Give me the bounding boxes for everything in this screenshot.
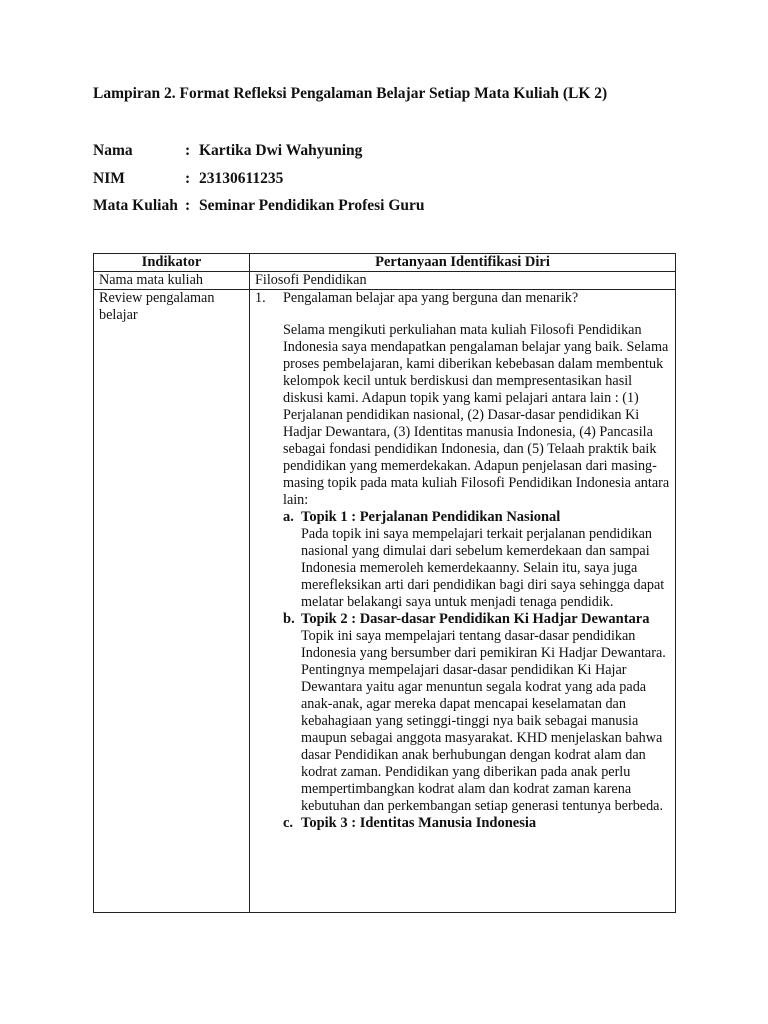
row1-indicator: Nama mata kuliah [94,272,250,290]
info-separator: : [185,170,191,187]
document-title: Lampiran 2. Format Refleksi Pengalaman Belajar Setiap Mata Kuliah (LK 2) [93,85,608,102]
row1-answer: Filosofi Pendidikan [250,272,676,290]
topic-title: Topik 1 : Perjalanan Pendidikan Nasional [301,509,561,525]
topic-body: Topik ini saya mempelajari tentang dasar-dasar pendidikan Indonesia yang bersumber dari pemikiran Ki Hadjar Dewantara. Pentingnya mempelajari dasar-dasar pendidikan Ki Hajar Dewantara yaitu agar menuntun segala kodrat yang ada pada anak-anak, agar mereka dapat mencapai keselamatan dan kebahagiaan yang setinggi-tinggi nya baik sebagai manusia maupun sebagai anggota masyarakat. KHD menjelaskan bahwa dasar Pendidikan anak berhubungan dengan kodrat alam dan kodrat zaman. Pendidikan yang diberikan pada anak perlu mempertimbangkan kodrat alam dan kodrat zaman karena kebutuhan dan perkembangan setiap generasi tentunya berbeda. [301,628,666,814]
info-value: Kartika Dwi Wahyuning [199,142,363,159]
table-row [94,290,676,913]
info-label: Mata Kuliah [93,197,178,214]
topic-letter: c. [283,815,294,831]
info-label: NIM [93,170,125,187]
table-row [94,272,676,290]
header-indikator: Indikator [94,254,250,272]
topic-heading [283,815,670,832]
topic-body: Pada topik ini saya mempelajari terkait perjalanan pendidikan nasional yang dimulai dari sebelum kemerdekaan dan sampai Indonesia memeroleh kemerdekaanny. Selain itu, saya juga merefleksikan arti dari pendidikan bagi diri saya sehingga dapat melatar belakangi saya untuk menjadi tenaga pendidik. [301,526,665,610]
question-item [255,290,670,307]
info-separator: : [185,197,191,214]
topic-title: Topik 3 : Identitas Manusia Indonesia [301,815,537,831]
topic-title: Topik 2 : Dasar-dasar Pendidikan Ki Hadjar Dewantara [301,611,650,627]
info-label: Nama [93,142,133,159]
question-text: Pengalaman belajar apa yang berguna dan menarik? [283,290,579,306]
info-row-mata-kuliah [93,197,425,215]
question-number: 1. [255,290,266,306]
info-row-nama [93,142,362,160]
topic-heading [283,509,670,526]
row2-indicator: Review pengalaman belajar [94,290,250,913]
info-value: 23130611235 [199,170,284,187]
header-pertanyaan: Pertanyaan Identifikasi Diri [250,254,676,272]
topic-heading [283,611,670,628]
info-separator: : [185,142,191,159]
table-header-row [94,254,676,272]
answer-paragraph: Selama mengikuti perkuliahan mata kuliah Filosofi Pendidikan Indonesia saya mendapatkan pengalaman belajar yang baik. Selama proses pembelajaran, kami diberikan kebebasan dalam membentuk kelompok kecil untuk berdiskusi dan mempresentasikan hasil diskusi kami. Adapun topik yang kami pelajari antara lain : (1) Perjalanan pendidikan nasional, (2) Dasar-dasar pendidikan Ki Hadjar Dewantara, (3) Identitas manusia Indonesia, (4) Pancasila sebagai fondasi pendidikan Indonesia, dan (5) Telaah praktik baik pendidikan yang memerdekakan. Adapun penjelasan dari masing-masing topik pada mata kuliah Filosofi Pendidikan Indonesia antara lain: [283,322,670,508]
topic-letter: b. [283,611,295,627]
reflection-table [93,253,676,913]
info-value: Seminar Pendidikan Profesi Guru [199,197,425,214]
topic-letter: a. [283,509,294,525]
info-row-nim [93,170,283,188]
row2-answer [250,290,676,913]
